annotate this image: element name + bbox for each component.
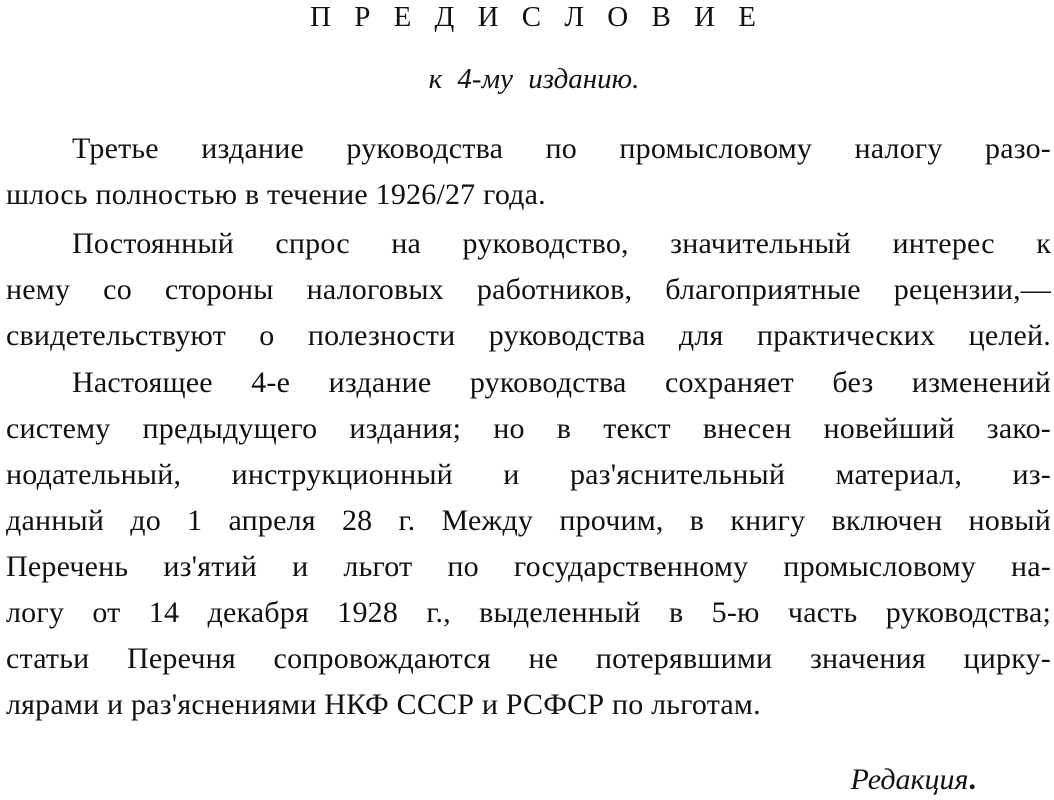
paragraph-line: Постоянный спрос на руководство, значительный интерес к bbox=[72, 227, 1051, 260]
paragraph-line: нему со стороны налоговых работников, благоприятные рецензии,— bbox=[6, 273, 1051, 306]
preface-title: П Р Е Д И С Л О В И Е bbox=[310, 1, 764, 33]
paragraph-line: систему предыдущего издания; но в текст внесен новейший зако- bbox=[6, 412, 1051, 445]
paragraph-line: логу от 14 декабря 1928 г., выделенный в 5-ю часть руководства; bbox=[6, 596, 1051, 629]
paragraph-line: Перечень из'ятий и льгот по государственному промысловому на- bbox=[6, 550, 1051, 583]
paragraph-line: лярами и раз'яснениями НКФ СССР и РСФСР по льготам. bbox=[6, 688, 761, 721]
paragraph-line: нодательный, инструкционный и раз'яснительный материал, из- bbox=[6, 458, 1051, 491]
paragraph-line: Настоящее 4-е издание руководства сохраняет без изменений bbox=[72, 366, 1051, 399]
preface-subtitle: к 4-му изданию. bbox=[428, 63, 640, 95]
paragraph-line: данный до 1 апреля 28 г. Между прочим, в книгу включен новый bbox=[6, 504, 1051, 537]
paragraph-line: шлось полностью в течение 1926/27 года. bbox=[6, 178, 546, 211]
signature-text: Редакция bbox=[850, 763, 969, 796]
signature bbox=[851, 762, 976, 798]
signature-period: . bbox=[968, 763, 976, 796]
paragraph-line: свидетельствуют о полезности руководства для практических целей. bbox=[6, 319, 1051, 352]
paragraph-line: статьи Перечня сопровождаются не потерявшими значения цирку- bbox=[6, 642, 1051, 675]
paragraph-line: Третье издание руководства по промысловому налогу разо- bbox=[72, 132, 1051, 165]
